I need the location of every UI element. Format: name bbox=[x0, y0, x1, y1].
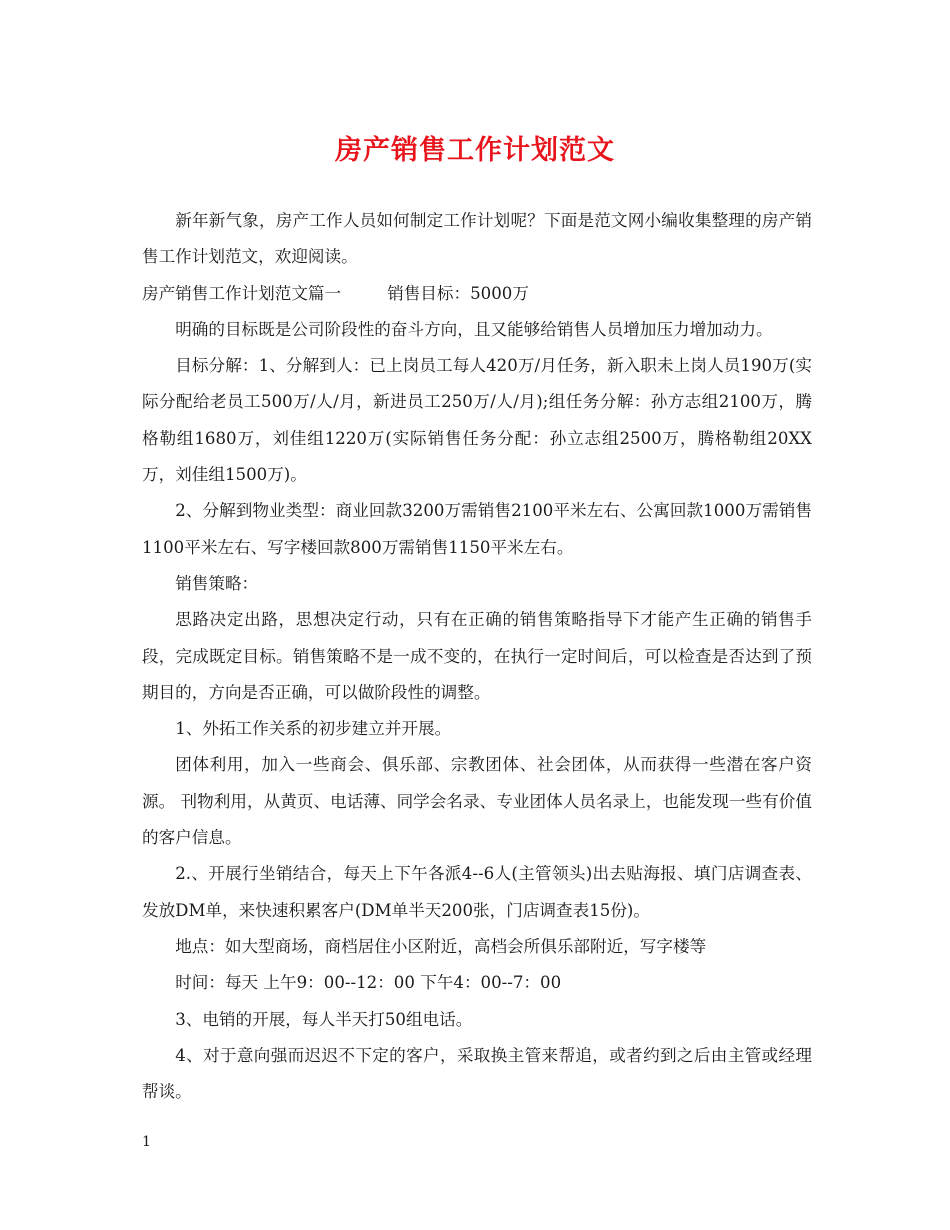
time-paragraph: 时间：每天 上午9：00--12：00 下午4：00--7：00 bbox=[175, 973, 562, 993]
item1-detail-paragraph: 团体利用，加入一些商会、俱乐部、宗教团体、社会团体，从而获得一些潜在客户资源。 刊物利用，从黄页、电话薄、同学会名录、专业团体人员名录上，也能发现一些有价值的客户信息。 bbox=[142, 755, 812, 848]
item3-paragraph: 3、电销的开展，每人半天打50组电话。 bbox=[175, 1009, 473, 1029]
section-heading-line bbox=[142, 276, 812, 312]
location-paragraph: 地点：如大型商场，商档居住小区附近，高档会所俱乐部附近，写字楼等 bbox=[175, 936, 707, 956]
section-heading: 房产销售工作计划范文篇一 bbox=[142, 283, 342, 303]
goal-breakdown-paragraph: 目标分解：1、分解到人：已上岗员工每人420万/月任务，新入职未上岗人员190万(实际分配给老员工500万/人/月，新进员工250万/人/月);组任务分解：孙方志组2100万，腾格勒组1680万，刘佳组1220万(实际销售任务分配：孙立志组2500万，腾格勒组20XX万，刘佳组1500万)。 bbox=[142, 356, 812, 485]
item2-paragraph: 2.、开展行坐销结合，每天上下午各派4--6人(主管领头)出去贴海报、填门店调查表、发放DM单，来快速积累客户(DM单半天200张，门店调查表15份)。 bbox=[142, 864, 812, 920]
strategy-paragraph: 思路决定出路，思想决定行动，只有在正确的销售策略指导下才能产生正确的销售手段，完成既定目标。销售策略不是一成不变的，在执行一定时间后，可以检查是否达到了预期目的，方向是否正确，可以做阶段性的调整。 bbox=[142, 610, 812, 702]
document-title: 房产销售工作计划范文 bbox=[335, 135, 615, 166]
item4-paragraph: 4、对于意向强而迟迟不下定的客户，采取换主管来帮追，或者约到之后由主管或经理帮谈。 bbox=[142, 1045, 812, 1102]
sales-target: 销售目标：5000万 bbox=[387, 283, 529, 303]
intro-paragraph: 新年新气象，房产工作人员如何制定工作计划呢？下面是范文网小编收集整理的房产销售工作计划范文，欢迎阅读。 bbox=[142, 211, 812, 267]
property-breakdown-paragraph: 2、分解到物业类型：商业回款3200万需销售2100平米左右、公寓回款1000万需销售1100平米左右、写字楼回款800万需销售1150平米左右。 bbox=[142, 501, 812, 557]
page-number: 1 bbox=[142, 1134, 151, 1150]
goal-meaning-paragraph: 明确的目标既是公司阶段性的奋斗方向，且又能够给销售人员增加压力增加动力。 bbox=[175, 319, 773, 339]
document-body bbox=[142, 203, 812, 1110]
strategy-heading: 销售策略： bbox=[175, 573, 259, 593]
item1-paragraph: 1、外拓工作关系的初步建立并开展。 bbox=[175, 719, 452, 739]
